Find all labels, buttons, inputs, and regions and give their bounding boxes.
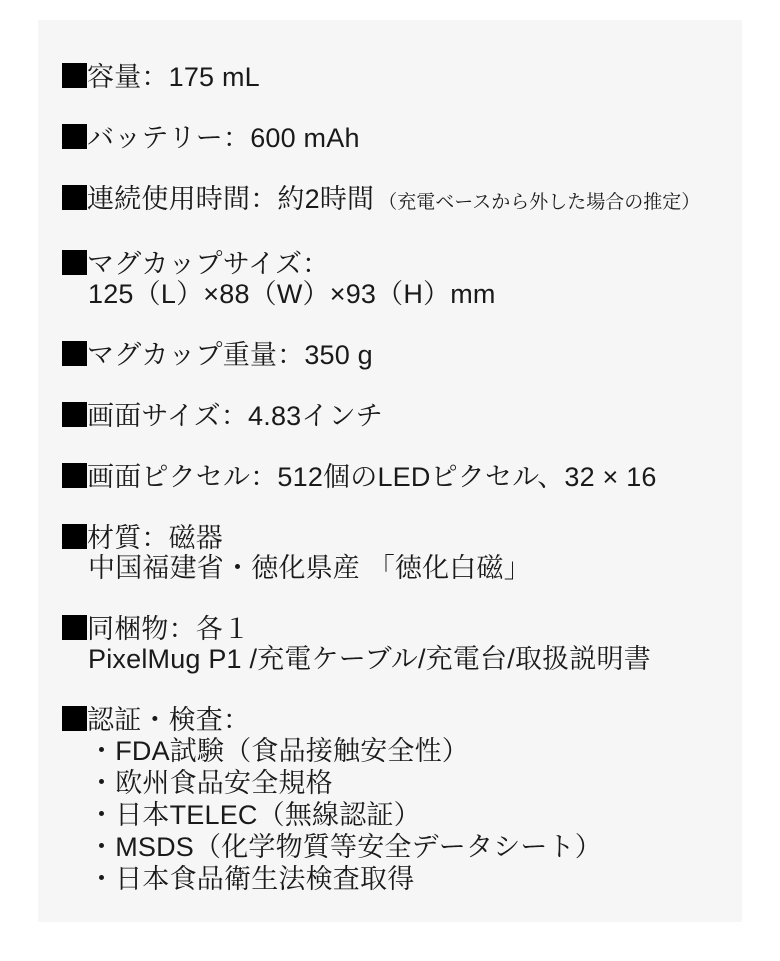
cert-list-item <box>62 735 724 767</box>
cert-item-text: MSDS（化学物質等安全データシート） <box>115 832 603 862</box>
black-square-bullet-icon <box>62 524 87 549</box>
spec-head-line <box>62 614 724 644</box>
spec-head-text: 連続使用時間：約2時間 <box>87 184 375 214</box>
spec-head-line <box>62 184 724 218</box>
spec-block <box>62 340 724 370</box>
spec-block <box>62 614 724 674</box>
spec-continuation-line: 中国福建省・徳化県産 「徳化白磁」 <box>88 553 531 583</box>
spec-head-text: マグカップサイズ： <box>87 249 330 279</box>
spec-block <box>62 523 724 583</box>
cert-item-text: 日本食品衛生法検査取得 <box>115 864 415 894</box>
spec-head-line <box>62 462 724 492</box>
spec-head-text: マグカップ重量：350 g <box>87 340 373 370</box>
black-square-bullet-icon <box>62 250 87 275</box>
cert-item-text: 欧州食品安全規格 <box>115 768 333 798</box>
spec-block <box>62 184 724 218</box>
spec-block <box>62 462 724 492</box>
spec-block <box>62 123 724 153</box>
spec-head-text: 画面ピクセル：512個のLEDピクセル、32 × 16 <box>87 462 657 492</box>
black-square-bullet-icon <box>62 463 87 488</box>
spec-head-line <box>62 340 724 370</box>
black-square-bullet-icon <box>62 615 87 640</box>
spec-block <box>62 401 724 431</box>
dot-bullet-icon: ・ <box>88 832 116 862</box>
product-spec-panel <box>38 20 742 922</box>
cert-list-item <box>62 767 724 799</box>
dot-bullet-icon: ・ <box>88 800 116 830</box>
spec-head-line <box>62 123 724 153</box>
cert-item-text: FDA試験（食品接触安全性） <box>115 736 470 766</box>
spec-head-text: バッテリー：600 mAh <box>87 123 360 153</box>
spec-continuation-line: 125（L）×88（W）×93（H）mm <box>88 279 496 309</box>
spec-head-line <box>62 523 724 553</box>
spec-block <box>62 705 724 895</box>
spec-head-line <box>62 62 724 92</box>
spec-head-text: 材質：磁器 <box>87 523 223 553</box>
spec-head-text: 画面サイズ：4.83インチ <box>87 401 383 431</box>
spec-head-line <box>62 249 724 279</box>
dot-bullet-icon: ・ <box>88 768 116 798</box>
spec-head-line <box>62 401 724 431</box>
cert-list-item <box>62 863 724 895</box>
cert-list-item <box>62 799 724 831</box>
cert-item-text: 日本TELEC（無線認証） <box>115 800 421 830</box>
spec-head-text: 容量：175 mL <box>87 62 260 92</box>
black-square-bullet-icon <box>62 185 87 210</box>
black-square-bullet-icon <box>62 341 87 366</box>
cert-list-item <box>62 831 724 863</box>
black-square-bullet-icon <box>62 706 87 731</box>
spec-head-text: 同梱物：各１ <box>87 614 251 644</box>
spec-block <box>62 62 724 92</box>
spec-block <box>62 249 724 309</box>
black-square-bullet-icon <box>62 124 87 149</box>
dot-bullet-icon: ・ <box>88 736 116 766</box>
spec-list <box>62 62 724 895</box>
dot-bullet-icon: ・ <box>88 864 116 894</box>
spec-head-note: （充電ベースから外した場合の推定） <box>378 192 701 213</box>
spec-continuation-line: PixelMug P1 /充電ケーブル/充電台/取扱説明書 <box>88 644 651 674</box>
spec-head-line <box>62 705 724 735</box>
black-square-bullet-icon <box>62 63 87 88</box>
black-square-bullet-icon <box>62 402 87 427</box>
spec-head-text: 認証・検査： <box>87 705 251 735</box>
